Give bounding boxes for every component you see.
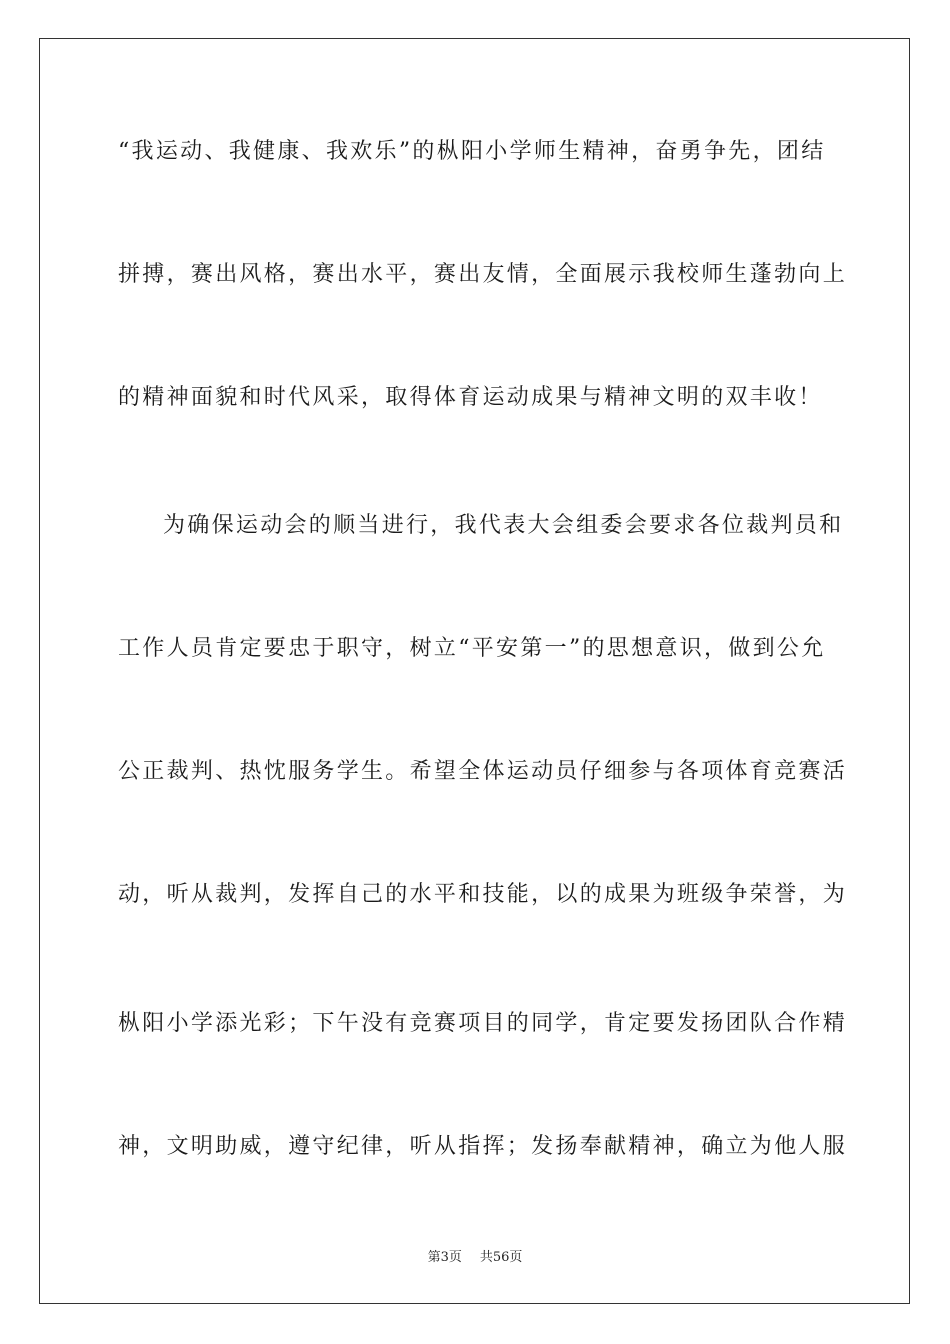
page-border bbox=[39, 38, 910, 1304]
text-line: 公正裁判、热忱服务学生。希望全体运动员仔细参与各项体育竞赛活 bbox=[118, 759, 848, 784]
text-line: 动，听从裁判，发挥自己的水平和技能，以的成果为班级争荣誉，为 bbox=[118, 882, 848, 907]
text-line: 的精神面貌和时代风采，取得体育运动成果与精神文明的双丰收！ bbox=[118, 385, 823, 410]
paragraph-first-line: 为确保运动会的顺当进行，我代表大会组委会要求各位裁判员和 bbox=[163, 513, 844, 538]
total-pages: 共56页 bbox=[479, 1250, 523, 1265]
page-number: 第3页 bbox=[427, 1250, 462, 1265]
text-line: 枞阳小学添光彩；下午没有竞赛项目的同学，肯定要发扬团队合作精 bbox=[118, 1011, 848, 1036]
page-footer bbox=[0, 1249, 950, 1267]
text-line: 神，文明助威，遵守纪律，听从指挥；发扬奉献精神，确立为他人服 bbox=[118, 1134, 848, 1159]
text-line: 工作人员肯定要忠于职守，树立“平安第一”的思想意识，做到公允 bbox=[118, 636, 826, 661]
text-line: 拼搏，赛出风格，赛出水平，赛出友情，全面展示我校师生蓬勃向上 bbox=[118, 262, 848, 287]
text-line: “我运动、我健康、我欢乐”的枞阳小学师生精神，奋勇争先，团结 bbox=[118, 139, 826, 164]
